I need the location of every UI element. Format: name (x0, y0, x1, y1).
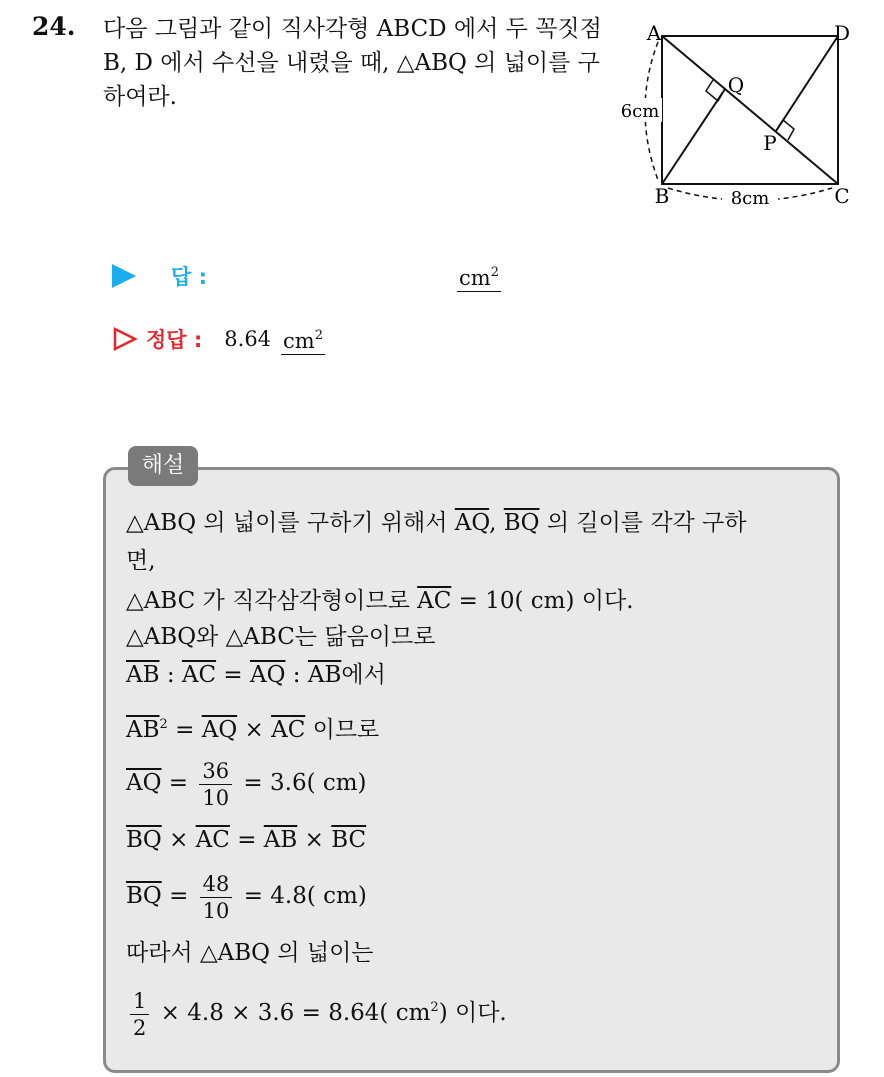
correct-value: 8.64 (224, 327, 272, 351)
solution-line-9: $\overline{BQ}$ = $\frac{48}{10}$ = 4.8( cm) (126, 871, 367, 923)
play-icon (112, 264, 136, 288)
question-text: 다음 그림과 같이 직사각형 ABCD 에서 두 꼭짓점 B, D 에서 수선을 내렸을 때, △ABQ 의 넓이를 구하여라. (103, 16, 602, 110)
right-angle-p (776, 120, 794, 140)
question-number: 24. (32, 12, 76, 41)
label-side-bc: 8cm (730, 188, 770, 209)
label-d: D (833, 21, 851, 45)
label-b: B (654, 184, 670, 208)
solution-line-8: $\overline{BQ} \times \overline{AC} = \overline{AB} \times \overline{BC}$ (126, 827, 367, 853)
correct-unit: $cm^2$ (281, 323, 325, 355)
rectangle-figure (610, 18, 860, 218)
solution-line-4: △ABQ와 △ABC는 닮음이므로 (126, 624, 436, 650)
correct-answer-row (112, 321, 325, 357)
perpendicular-bq (662, 89, 725, 184)
label-side-ab: 6cm (620, 101, 660, 122)
label-a: A (646, 21, 662, 45)
solution-line-1: △ABQ 의 넓이를 구하기 위해서 $\overline{AQ}$, $\overline{BQ}$ 의 길이를 각각 구하 (126, 510, 747, 536)
solution-tag: 해설 (128, 446, 198, 486)
solution-line-7: $\overline{AQ}$ = $\frac{36}{10}$ = 3.6( cm) (126, 758, 367, 810)
answer-unit[interactable]: $cm^2$ (457, 260, 501, 292)
right-angle-q (706, 80, 725, 101)
label-c: C (834, 184, 850, 208)
answer-row (112, 258, 499, 294)
correct-label: 정답 : (146, 328, 203, 352)
label-p: P (763, 131, 777, 155)
solution-line-3: △ABC 가 직각삼각형이므로 $\overline{AC} = 10$( cm) 이다. (126, 588, 634, 614)
answer-label: 답 : (171, 265, 207, 289)
solution-line-2: 면, (126, 548, 156, 574)
solution-line-5: $\overline{AB}$ : $\overline{AC} = \overline{AQ}$ : $\overline{AB}$에서 (126, 662, 386, 688)
perpendicular-dp (776, 36, 838, 131)
solution-line-11: $\frac{1}{2}$ × 4.8 × 3.6 = 8.64( $cm^2$) 이다. (126, 980, 507, 1041)
label-q: Q (727, 73, 745, 97)
solution-line-10: 따라서 △ABQ 의 넓이는 (126, 940, 374, 966)
outline-play-icon (112, 326, 138, 352)
solution-line-6: $\overline{AB}^2 = \overline{AQ} \times \overline{AC}$ 이므로 (126, 717, 380, 743)
diagonal-ac (662, 36, 838, 184)
